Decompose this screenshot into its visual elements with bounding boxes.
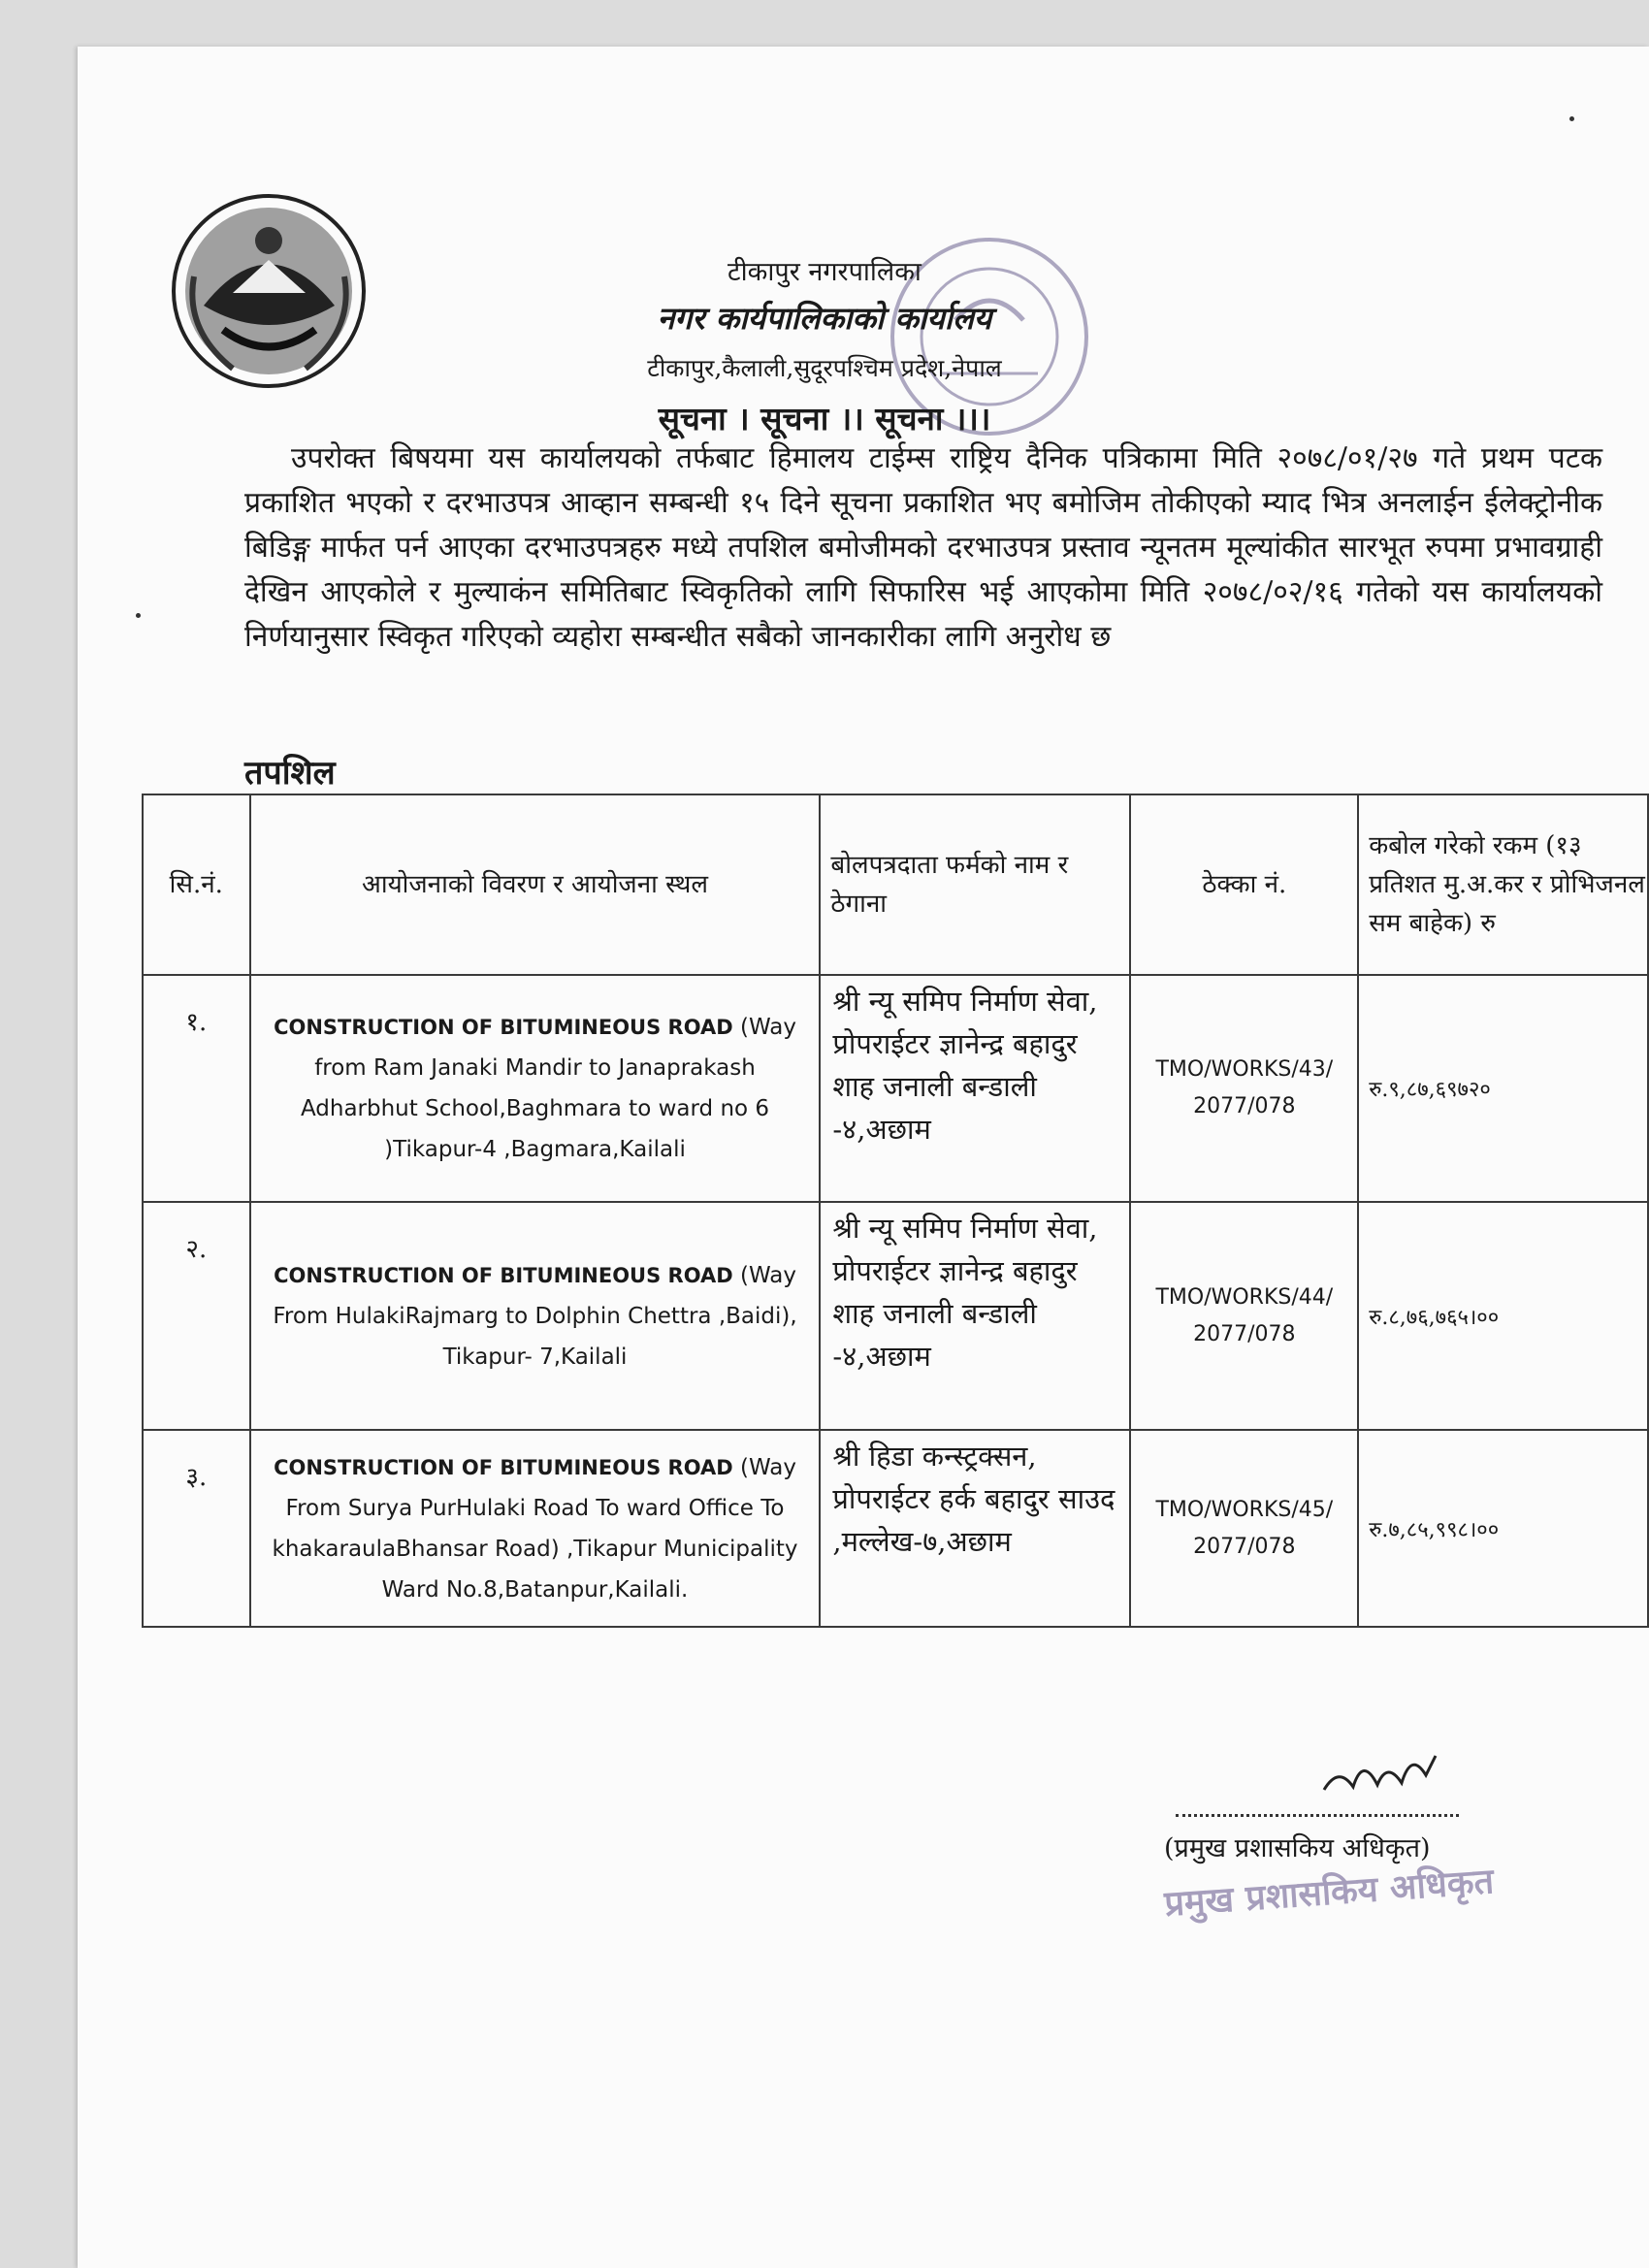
scan-speck (1569, 116, 1574, 121)
row-desc-detail: (Way From Surya PurHulaki Road To ward Office To khakaraulaBhansar Road) ,Tikapur Municipality Ward No.8,Batanpur,Kailali. (272, 1454, 798, 1603)
row-firm: श्री न्यू समिप निर्माण सेवा, प्रोपराईटर ज्ञानेन्द्र बहादुर शाह जनाली बन्डाली -४,अछाम (820, 975, 1130, 1202)
signatory-title: (प्रमुख प्रशासकिय अधिकृत) (1164, 1833, 1431, 1863)
header-description: आयोजनाको विवरण र आयोजना स्थल (250, 794, 821, 975)
header-firm: बोलपत्रदाता फर्मको नाम र ठेगाना (820, 794, 1130, 975)
table-row (143, 1430, 1648, 1627)
municipality-name: टीकापुर नगरपालिका (728, 257, 922, 287)
row-sn: १. (143, 975, 250, 1202)
row-description (250, 975, 821, 1202)
table-row (143, 975, 1648, 1202)
tender-table (142, 794, 1649, 1628)
row-firm: श्री हिडा कन्स्ट्रक्सन, प्रोपराईटर हर्क बहादुर साउद ,मल्लेख-७,अछाम (820, 1430, 1130, 1627)
row-description (250, 1202, 821, 1430)
row-desc-title: CONSTRUCTION OF BITUMINEOUS ROAD (274, 1263, 733, 1287)
row-amount: रु.९,८७,६९७२० (1358, 975, 1648, 1202)
row-sn: २. (143, 1202, 250, 1430)
row-desc-title: CONSTRUCTION OF BITUMINEOUS ROAD (274, 1016, 733, 1039)
row-desc-title: CONSTRUCTION OF BITUMINEOUS ROAD (274, 1455, 733, 1479)
row-sn: ३. (143, 1430, 250, 1627)
notice-paragraph: उपरोक्त बिषयमा यस कार्यालयको तर्फबाट हिमालय टाईम्स राष्ट्रिय दैनिक पत्रिकामा मिति २०७८/०१/२७ गते प्रथम पटक प्रकाशित भएको र दरभाउपत्र आव्हान सम्बन्धी १५ दिने सूचना प्रकाशित भए बमोजिम तोकीएको म्याद भित्र अनलाईन ईलेक्ट्रोनीक बिडिङ्ग मार्फत पर्न आएका दरभाउपत्रहरु मध्ये तपशिल बमोजीमको दरभाउपत्र प्रस्ताव न्यूनतम मूल्यांकीत सारभूत रुपमा प्रभावग्राही देखिन आएकोले र मुल्याकंन समितिबाट स्विकृतिको लागि सिफारिस भई आएकोमा मिति २०७८/०२/१६ गतेको यस कार्यालयको निर्णयानुसार स्विकृत गरिएको व्यहोरा सम्बन्धीत सबैको जानकारीका लागि अनुरोध छ (244, 441, 1602, 654)
table-header-row (143, 794, 1648, 975)
schedule-title: तपशिल (244, 754, 336, 793)
row-desc-detail: (Way From HulakiRajmarg to Dolphin Chettra ,Baidi), Tikapur- 7,Kailali (273, 1262, 797, 1370)
designation-stamp: प्रमुख प्रशासकिय अधिकृत (1163, 1861, 1496, 1925)
notice-heading: सूचना । सूचना ।। सूचना ।।। (658, 400, 991, 437)
row-contract: TMO/WORKS/43/ 2077/078 (1130, 975, 1358, 1202)
header-contract: ठेक्का नं. (1130, 794, 1358, 975)
signature-line (1176, 1814, 1459, 1817)
row-contract: TMO/WORKS/45/ 2077/078 (1130, 1430, 1358, 1627)
row-amount: रु.७,८५,९९८।०० (1358, 1430, 1648, 1627)
row-contract: TMO/WORKS/44/ 2077/078 (1130, 1202, 1358, 1430)
header-amount: कबोल गरेको रकम (१३ प्रतिशत मु.अ.कर र प्रोभिजनल सम बाहेक) रु (1358, 794, 1648, 975)
row-desc-detail: (Way from Ram Janaki Mandir to Janaprakash Adharbhut School,Baghmara to ward no 6 )Tikapur-4 ,Bagmara,Kailali (300, 1015, 796, 1162)
row-description (250, 1430, 821, 1627)
office-address: टीकापुर,कैलाली,सुदूरपश्चिम प्रदेश,नेपाल (647, 354, 1002, 382)
office-title: नगर कार्यपालिकाको कार्यालय (657, 300, 992, 337)
header-sn: सि.नं. (143, 794, 250, 975)
signature-icon (1319, 1746, 1445, 1804)
row-amount: रु.८,७६,७६५।०० (1358, 1202, 1648, 1430)
scan-speck (136, 613, 141, 618)
row-firm: श्री न्यू समिप निर्माण सेवा, प्रोपराईटर ज्ञानेन्द्र बहादुर शाह जनाली बन्डाली -४,अछाम (820, 1202, 1130, 1430)
table-row (143, 1202, 1648, 1430)
